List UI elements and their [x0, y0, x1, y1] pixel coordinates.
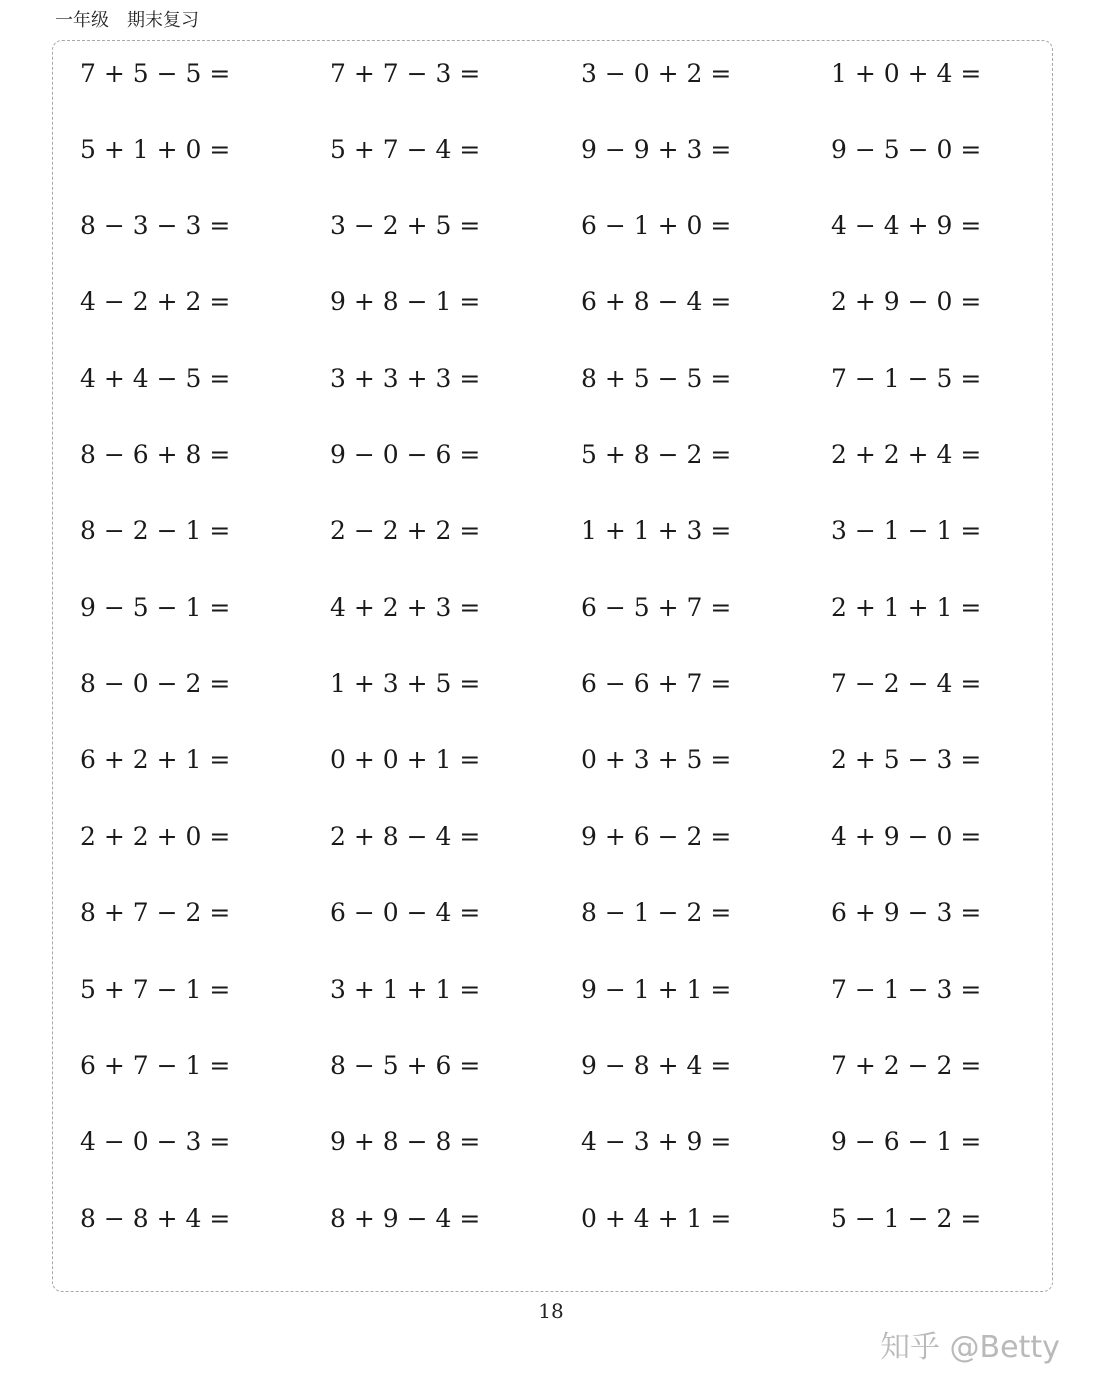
math-problem: 3 + 3 + 3 = — [330, 364, 481, 393]
problem-row — [80, 357, 1080, 401]
problem-row — [80, 1044, 1080, 1088]
math-problem: 4 + 9 − 0 = — [831, 822, 982, 851]
math-problem: 9 − 9 + 3 = — [581, 135, 732, 164]
math-problem: 4 − 4 + 9 = — [831, 211, 982, 240]
problem-row — [80, 280, 1080, 324]
math-problem: 1 + 0 + 4 = — [831, 59, 982, 88]
math-problem: 8 − 8 + 4 = — [80, 1204, 231, 1233]
problem-grid — [80, 52, 1080, 1252]
math-problem: 1 + 1 + 3 = — [581, 516, 732, 545]
math-problem: 9 + 6 − 2 = — [581, 822, 732, 851]
math-problem: 8 − 5 + 6 = — [330, 1051, 481, 1080]
problem-row — [80, 1120, 1080, 1164]
math-problem: 3 − 0 + 2 = — [581, 59, 732, 88]
math-problem: 6 + 7 − 1 = — [80, 1051, 231, 1080]
problem-row — [80, 738, 1080, 782]
problem-row — [80, 815, 1080, 859]
math-problem: 8 − 0 − 2 = — [80, 669, 231, 698]
problem-row — [80, 52, 1080, 96]
problem-row — [80, 128, 1080, 172]
math-problem: 7 + 7 − 3 = — [330, 59, 481, 88]
problem-row — [80, 586, 1080, 630]
math-problem: 9 − 5 − 0 = — [831, 135, 982, 164]
problem-row — [80, 968, 1080, 1012]
math-problem: 6 − 1 + 0 = — [581, 211, 732, 240]
math-problem: 2 + 8 − 4 = — [330, 822, 481, 851]
math-problem: 0 + 4 + 1 = — [581, 1204, 732, 1233]
math-problem: 6 + 9 − 3 = — [831, 898, 982, 927]
math-problem: 6 − 0 − 4 = — [330, 898, 481, 927]
math-problem: 4 + 4 − 5 = — [80, 364, 231, 393]
math-problem: 9 − 6 − 1 = — [831, 1127, 982, 1156]
math-problem: 3 − 2 + 5 = — [330, 211, 481, 240]
math-problem: 8 + 9 − 4 = — [330, 1204, 481, 1233]
math-problem: 7 − 1 − 3 = — [831, 975, 982, 1004]
math-problem: 5 + 8 − 2 = — [581, 440, 732, 469]
math-problem: 0 + 0 + 1 = — [330, 745, 481, 774]
math-problem: 7 + 2 − 2 = — [831, 1051, 982, 1080]
math-problem: 2 + 5 − 3 = — [831, 745, 982, 774]
math-problem: 4 + 2 + 3 = — [330, 593, 481, 622]
math-problem: 2 + 2 + 0 = — [80, 822, 231, 851]
problem-row — [80, 1197, 1080, 1241]
math-problem: 9 + 8 − 8 = — [330, 1127, 481, 1156]
math-problem: 6 − 6 + 7 = — [581, 669, 732, 698]
math-problem: 3 − 1 − 1 = — [831, 516, 982, 545]
problem-row — [80, 509, 1080, 553]
problem-row — [80, 891, 1080, 935]
problem-row — [80, 204, 1080, 248]
page-number: 18 — [538, 1299, 564, 1323]
math-problem: 1 + 3 + 5 = — [330, 669, 481, 698]
math-problem: 5 + 7 − 1 = — [80, 975, 231, 1004]
math-problem: 2 + 1 + 1 = — [831, 593, 982, 622]
math-problem: 7 − 1 − 5 = — [831, 364, 982, 393]
math-problem: 7 + 5 − 5 = — [80, 59, 231, 88]
math-problem: 9 + 8 − 1 = — [330, 287, 481, 316]
math-problem: 9 − 1 + 1 = — [581, 975, 732, 1004]
math-problem: 6 − 5 + 7 = — [581, 593, 732, 622]
math-problem: 8 − 3 − 3 = — [80, 211, 231, 240]
math-problem: 9 − 5 − 1 = — [80, 593, 231, 622]
math-problem: 8 + 5 − 5 = — [581, 364, 732, 393]
math-problem: 4 − 2 + 2 = — [80, 287, 231, 316]
math-problem: 4 − 0 − 3 = — [80, 1127, 231, 1156]
math-problem: 6 + 8 − 4 = — [581, 287, 732, 316]
math-problem: 8 − 2 − 1 = — [80, 516, 231, 545]
math-problem: 5 − 1 − 2 = — [831, 1204, 982, 1233]
math-problem: 5 + 7 − 4 = — [330, 135, 481, 164]
math-problem: 8 − 1 − 2 = — [581, 898, 732, 927]
math-problem: 0 + 3 + 5 = — [581, 745, 732, 774]
math-problem: 8 + 7 − 2 = — [80, 898, 231, 927]
watermark: 知乎 @Betty — [880, 1330, 1060, 1365]
math-problem: 5 + 1 + 0 = — [80, 135, 231, 164]
math-problem: 8 − 6 + 8 = — [80, 440, 231, 469]
problem-row — [80, 433, 1080, 477]
math-problem: 9 − 0 − 6 = — [330, 440, 481, 469]
math-problem: 3 + 1 + 1 = — [330, 975, 481, 1004]
math-problem: 7 − 2 − 4 = — [831, 669, 982, 698]
math-problem: 2 − 2 + 2 = — [330, 516, 481, 545]
math-problem: 4 − 3 + 9 = — [581, 1127, 732, 1156]
problem-row — [80, 662, 1080, 706]
worksheet-header: 一年级 期末复习 — [55, 10, 199, 31]
math-problem: 6 + 2 + 1 = — [80, 745, 231, 774]
math-problem: 2 + 2 + 4 = — [831, 440, 982, 469]
math-problem: 2 + 9 − 0 = — [831, 287, 982, 316]
math-problem: 9 − 8 + 4 = — [581, 1051, 732, 1080]
